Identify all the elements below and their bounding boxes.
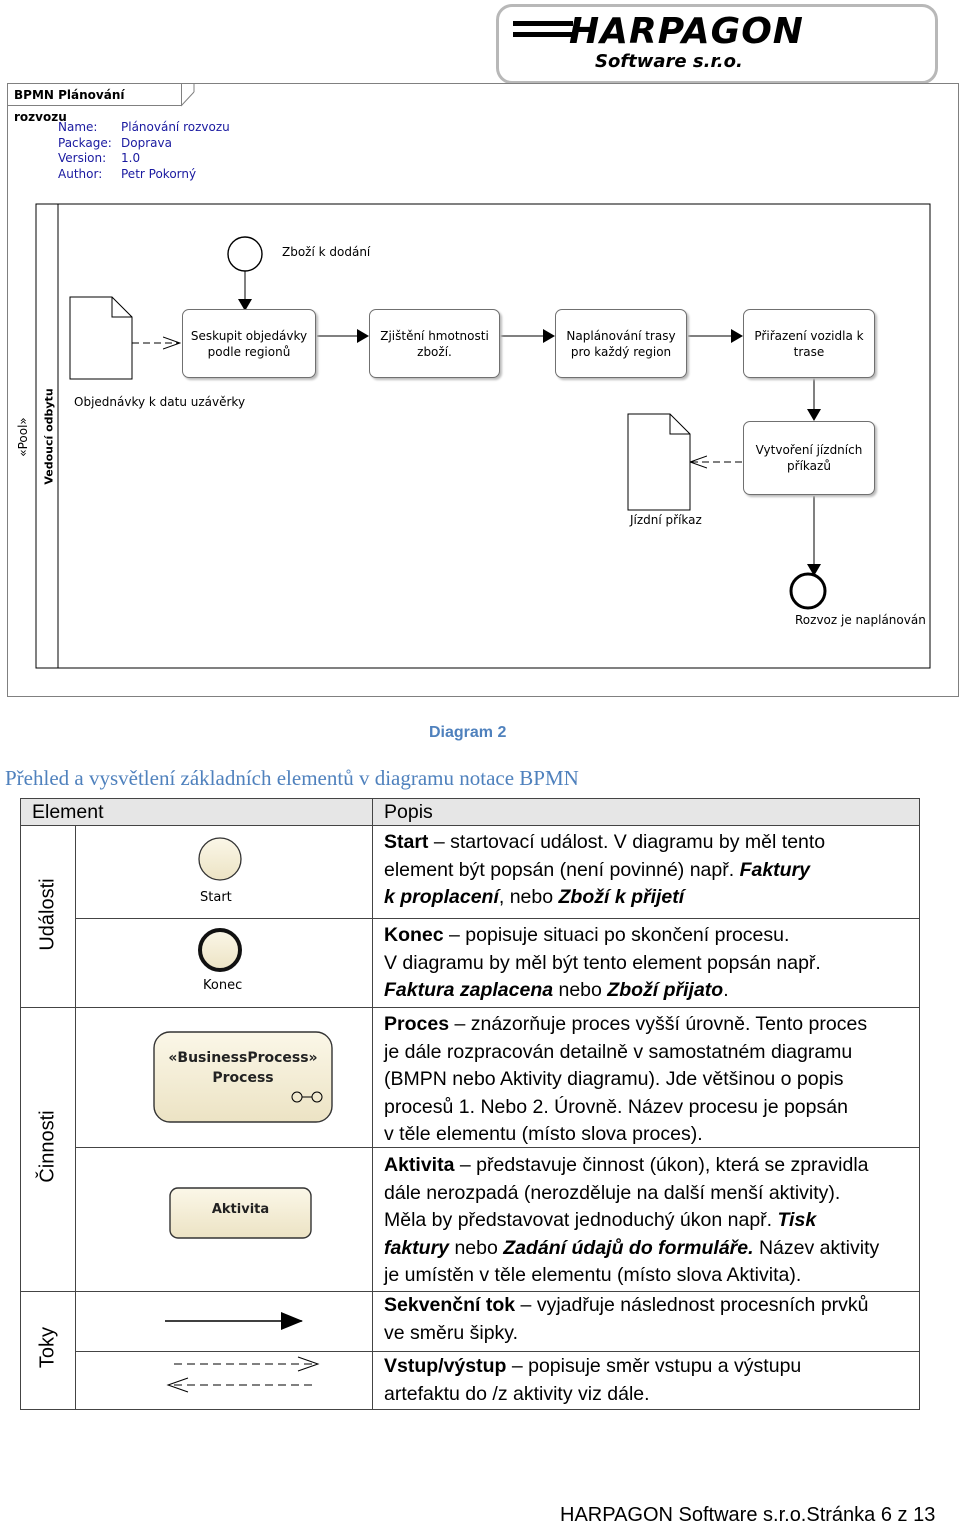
task-weight: Zjištění hmotnosti zboží. xyxy=(369,309,500,378)
data-object-orders xyxy=(70,297,132,379)
task-group-orders: Seskupit objedávky podle regionů xyxy=(182,309,316,378)
meta-key: Version: xyxy=(58,151,107,165)
desc-example: Zadání údajů do formuláře. xyxy=(503,1236,754,1259)
desc-line: nebo xyxy=(553,979,608,1002)
desc-example: Tisk xyxy=(777,1209,817,1232)
desc-line: – popisuje směr vstupu a výstupu xyxy=(506,1355,802,1377)
diagram-caption: Diagram 2 xyxy=(429,724,507,741)
term-activity: Aktivita xyxy=(384,1154,455,1176)
col-element-label: Element xyxy=(32,801,104,823)
desc-line: , nebo xyxy=(498,886,559,909)
col-desc-label: Popis xyxy=(384,801,433,823)
desc-line: V diagramu by měl být tento element popsán např. xyxy=(384,951,821,974)
desc-line: dále nerozpadá (nerozděluje na další menší aktivity). xyxy=(384,1181,841,1204)
desc-example: Faktura zaplacena xyxy=(384,979,554,1002)
desc-example: k proplacení xyxy=(384,886,499,909)
io-flow-icon xyxy=(168,1357,318,1392)
meta-value: 1.0 xyxy=(121,151,141,165)
meta-value: Plánování rozvozu xyxy=(121,120,230,134)
desc-start xyxy=(384,829,825,912)
desc-line: – znázorňuje proces vyšší úrovně. Tento proces xyxy=(449,1013,868,1035)
term-seq: Sekvenční tok xyxy=(384,1294,516,1316)
img-label-start: Start xyxy=(200,890,232,905)
term-process: Proces xyxy=(384,1013,450,1035)
command-label: Jízdní příkaz xyxy=(630,513,702,527)
desc-line: je umístěn v těle elementu (místo slova Aktivita). xyxy=(384,1264,802,1287)
img-label-end: Konec xyxy=(203,978,243,993)
header-desc xyxy=(372,798,920,826)
task-route: Naplánování trasy pro každý region xyxy=(555,309,687,378)
desc-end xyxy=(384,922,821,1005)
desc-activity xyxy=(384,1152,879,1290)
meta-key: Name: xyxy=(58,120,98,134)
orders-label: Objednávky k datu uzávěrky xyxy=(74,395,246,409)
start-event-circle xyxy=(228,237,262,271)
desc-example: faktury xyxy=(384,1236,450,1259)
desc-line: – vyjadřuje následnost procesních prvků xyxy=(515,1294,869,1316)
desc-line: v těle elementu (místo slova proces). xyxy=(384,1123,703,1146)
desc-line: – startovací událost. V diagramu by měl tento xyxy=(428,831,826,853)
start-event-icon xyxy=(199,838,241,880)
page-footer: HARPAGON Software s.r.o.Stránka 6 z 13 xyxy=(560,1504,936,1526)
task-vehicle: Přiřazení vozidla k trase xyxy=(743,309,875,378)
meta-key: Author: xyxy=(58,166,103,181)
desc-line: – představuje činnost (úkon), která se zpravidla xyxy=(454,1154,869,1176)
desc-io xyxy=(384,1353,801,1408)
desc-line: je dále rozpracován detailně v samostatném diagramu xyxy=(384,1040,853,1063)
desc-line: ve směru šipky. xyxy=(384,1321,519,1344)
term-start: Start xyxy=(384,831,429,853)
img-label-activity: Aktivita xyxy=(211,1202,270,1217)
group-label-flows: Toky xyxy=(36,1326,59,1369)
img-label-process-stereo: «BusinessProcess» xyxy=(168,1050,318,1066)
pool-label: «Pool» xyxy=(16,417,30,457)
term-io: Vstup/výstup xyxy=(384,1355,507,1377)
desc-line: (BMPN nebo Aktivity diagramu). Jde většinou o popis xyxy=(384,1068,844,1091)
meta-value: Petr Pokorný xyxy=(121,166,197,181)
desc-line: procesů 1. Nebo 2. Úrovně. Název procesu je popsán xyxy=(384,1095,848,1118)
start-event-label: Zboží k dodání xyxy=(282,245,371,259)
desc-example: Faktury xyxy=(739,858,811,881)
end-event-label: Rozvoz je naplánován xyxy=(795,613,926,627)
desc-line: element být popsán (není povinné) např. xyxy=(384,858,740,881)
end-event-icon xyxy=(200,930,240,970)
data-object-command xyxy=(628,414,690,510)
logo-sub: Software s.r.o. xyxy=(595,51,743,72)
desc-line: – popisuje situaci po skončení procesu. xyxy=(443,924,790,946)
elements-table xyxy=(20,798,920,1410)
img-label-process: Process xyxy=(212,1070,274,1086)
element-illustrations xyxy=(76,826,372,1410)
desc-line: . xyxy=(723,979,729,1002)
desc-example: Zboží přijato xyxy=(607,979,724,1002)
task-commands: Vytvoření jízdních příkazů xyxy=(743,421,875,495)
lane-label: Vedoucí odbytu xyxy=(42,388,56,485)
desc-seq xyxy=(384,1292,869,1347)
meta-value: Doprava xyxy=(121,135,172,150)
section-heading: Přehled a vysvětlení základních elementů v diagramu notace BPMN xyxy=(5,766,579,790)
term-end: Konec xyxy=(384,924,444,946)
desc-line: nebo xyxy=(449,1236,504,1259)
desc-line: Měla by představovat jednoduchý úkon např. xyxy=(384,1209,778,1232)
desc-line: artefaktu do /z aktivity viz dále. xyxy=(384,1382,650,1405)
end-event-circle xyxy=(791,574,825,608)
logo-name: HARPAGON xyxy=(569,11,804,52)
desc-line: Název aktivity xyxy=(753,1236,880,1259)
group-label-events: Události xyxy=(36,878,59,951)
group-label-activities: Činnosti xyxy=(36,1110,59,1183)
desc-process xyxy=(384,1011,867,1149)
diagram-tab-title: BPMN Plánování rozvozu xyxy=(8,84,182,106)
meta-key: Package: xyxy=(58,135,112,150)
desc-example: Zboží k přijetí xyxy=(558,886,685,909)
